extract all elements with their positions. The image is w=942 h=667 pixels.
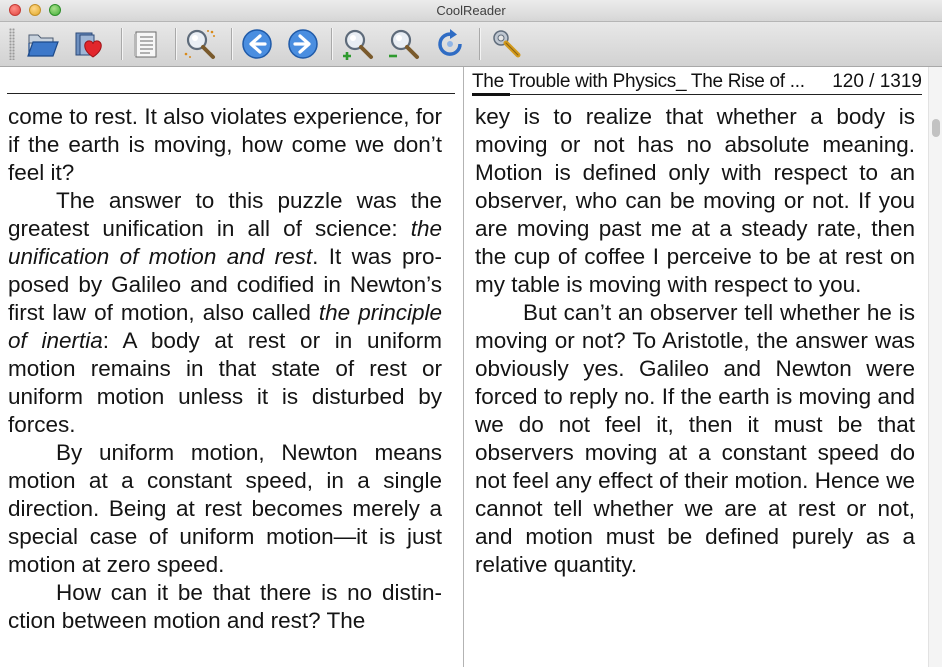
toolbar-separator: [121, 28, 123, 60]
toolbar-separator: [231, 28, 233, 60]
back-button[interactable]: [239, 26, 275, 62]
window-title: CoolReader: [436, 3, 506, 18]
header-rule: [472, 94, 922, 95]
wrench-icon: [488, 26, 524, 62]
open-file-button[interactable]: [25, 26, 61, 62]
toolbar: [0, 22, 942, 67]
toolbar-separator: [331, 28, 333, 60]
title-bar: [0, 0, 942, 22]
toolbar-separator: [479, 28, 481, 60]
heart-books-icon: [71, 26, 107, 62]
rotate-icon: [432, 26, 468, 62]
zoom-in-icon: [340, 26, 376, 62]
scrollbar-thumb[interactable]: [932, 119, 940, 137]
arrow-left-icon: [239, 26, 275, 62]
paragraph: How can it be that there is no distinction between motion and rest? The: [8, 580, 442, 633]
zoom-in-button[interactable]: [340, 26, 376, 62]
text-run: . It was proposed by Galileo and codified in Newton’s first law of motion, also called: [8, 244, 442, 325]
right-page[interactable]: [464, 67, 928, 667]
page-position: 120 / 1319: [832, 71, 922, 92]
forward-button[interactable]: [285, 26, 321, 62]
book-title: The Trouble with Physics_ The Rise of ...: [472, 71, 805, 92]
left-page[interactable]: [0, 67, 463, 667]
recent-books-button[interactable]: [71, 26, 107, 62]
italic-run: the principle of inertia: [8, 300, 443, 353]
left-page-text: [8, 103, 442, 635]
arrow-right-icon: [285, 26, 321, 62]
folder-open-icon: [25, 26, 61, 62]
text-run: The answer to this puzzle was the greatest unification in all of science:: [8, 188, 442, 241]
header-rule: [7, 93, 455, 94]
reading-progress-marker: [472, 93, 510, 96]
toolbar-grip[interactable]: [9, 28, 15, 60]
paragraph: By uniform motion, Newton means motion at a constant speed, in a single direction. Being at rest becomes merely a special case of uniform motion—it is just motion at zero speed.: [8, 440, 442, 577]
paragraph: But can’t an observer tell whether he is moving or not? To Aristotle, the answer was obviously yes. Galileo and Newton were forced to reply no. If the earth is moving and we do not feel it, then it must be that observers moving at a constant speed do not feel any effect of their motion. Hence we cannot tell whether we are at rest or not, and motion must be defined purely as a relative quantity.: [475, 300, 915, 577]
toolbar-separator: [175, 28, 177, 60]
zoom-out-button[interactable]: [386, 26, 422, 62]
rotate-button[interactable]: [432, 26, 468, 62]
paragraph: [8, 187, 442, 439]
table-of-contents-button[interactable]: [128, 26, 164, 62]
settings-button[interactable]: [488, 26, 524, 62]
italic-run: the unification of motion and rest: [8, 216, 442, 269]
search-button[interactable]: [182, 26, 218, 62]
paragraph: key is to realize that whether a body is moving or not has no absolute meaning. Motion is defined only with respect to an observer, who can be moving or not. If you are moving past me at a steady rate, then the cup of coffee I perceive to be at rest on my table is moving with respect to you.: [475, 104, 915, 297]
document-list-icon: [128, 26, 164, 62]
zoom-out-icon: [386, 26, 422, 62]
paragraph: come to rest. It also violates experience, for if the earth is moving, how come we don’t feel it?: [8, 104, 442, 185]
running-header: [472, 71, 922, 95]
right-page-text: [475, 103, 915, 579]
text-run: : A body at rest or in uniform motion remains in that state of rest or uniform motion unless it is disturbed by forces.: [8, 328, 442, 437]
vertical-scrollbar[interactable]: [928, 67, 942, 667]
magnifier-icon: [182, 26, 218, 62]
